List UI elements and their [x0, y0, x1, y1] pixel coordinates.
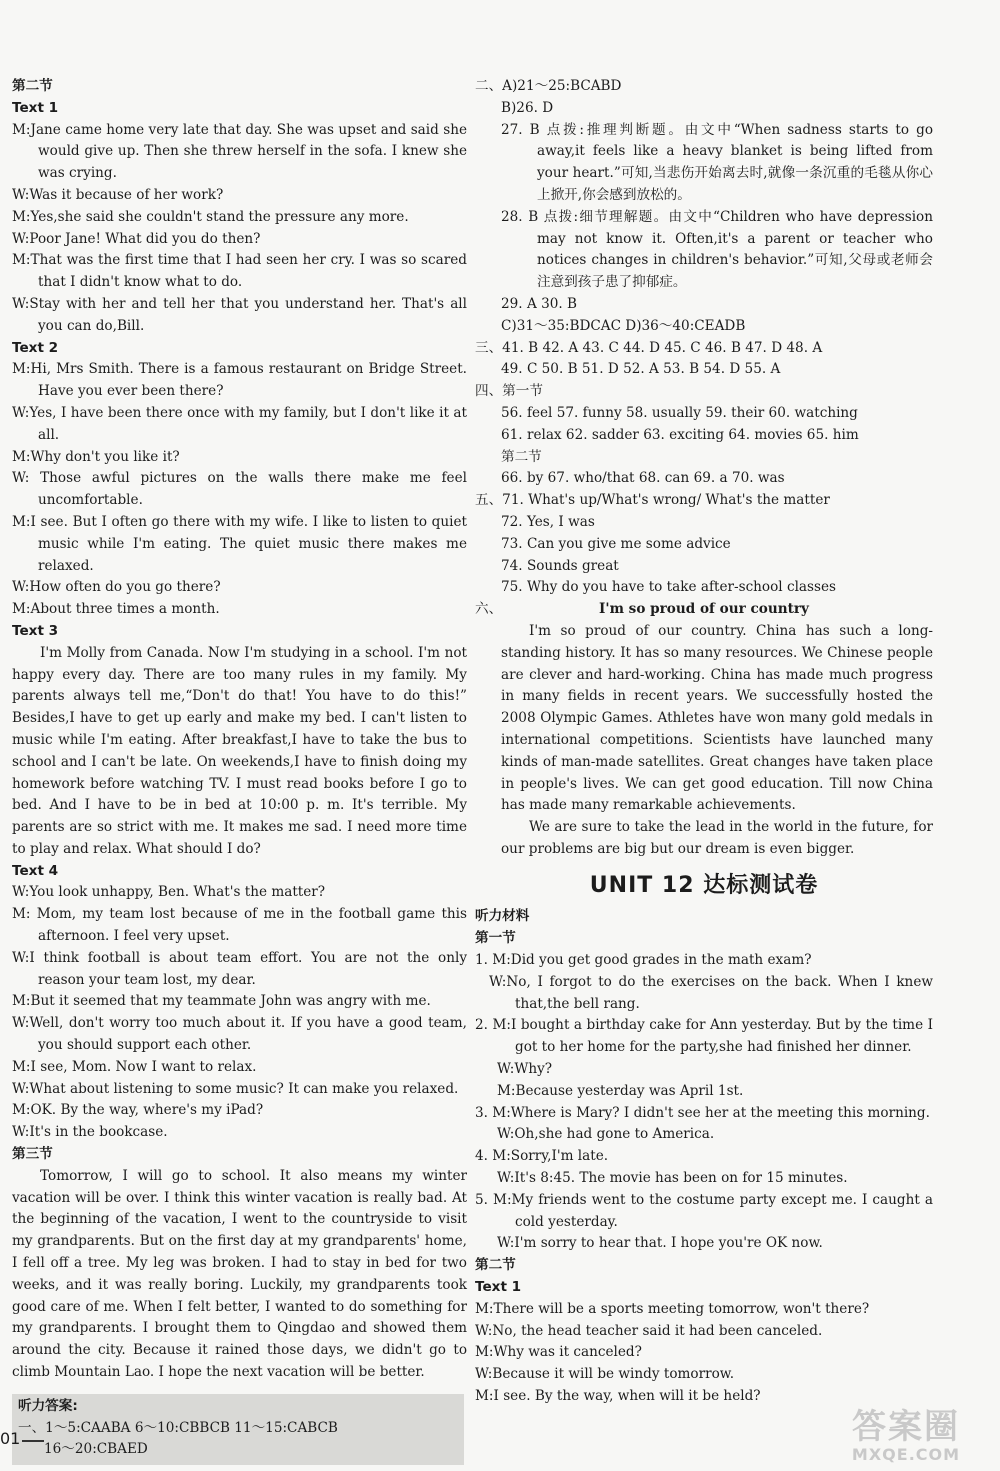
essay-paragraph: I'm so proud of our country. China has such a long-standing history. It has so many resources. We Chinese people are clever and hard-working. China has made much progress in many fields in recent years. We successfully hosted the 2008 Olympic Games. Athletes have won many gold medals in international competitions. Scientists have launched many kinds of man-made satellites. Great changes have taken place in people's lives. We can get good education. Till now China has made many remarkable achievements.	[501, 622, 933, 814]
dialogue-line: M:Why was it canceled?	[475, 1344, 642, 1361]
dialogue-line: 5. M:My friends went to the costume party except me. I caught a cold yesterday.	[475, 1191, 933, 1230]
dialogue-line: M:That was the first time that I had seen her cry. I was so scared that I didn't know what to do.	[12, 252, 467, 291]
dialogue-line: M:About three times a month.	[12, 601, 220, 618]
answer-line: 三、41. B 42. A 43. C 44. D 45. C 46. B 47. D 48. A	[475, 339, 823, 356]
dialogue-line: W:I think football is about team effort. You are not the only reason your team lost, my dear.	[12, 949, 467, 988]
dialogue-line: M:Jane came home very late that day. She was upset and said she would give up. Then she threw herself in the sofa. I knew she was crying.	[12, 121, 467, 182]
answer-line: C)31～35:BDCAC D)36～40:CEADB	[501, 317, 746, 334]
section-2-heading-right: 第二节	[475, 1257, 516, 1274]
answer-28: 28. B 点拨:细节理解题。由文中“Children who have depression may not know it. Often,it's a parent or teacher who notices changes in children's behavior.”可知,父母或老师会注意到孩子患了抑郁症。	[501, 208, 933, 291]
dialogue-line: W:What about listening to some music? It can make you relaxed.	[12, 1080, 459, 1097]
listening-answers-line: 一、1～5:CAABA 6～10:CBBCB 11～15:CABCB	[18, 1419, 338, 1436]
dialogue-line: M:OK. By the way, where's my iPad?	[12, 1102, 264, 1119]
watermark-text: 答案圈	[852, 1407, 960, 1447]
dialogue-line: 3. M:Where is Mary? I didn't see her at the meeting this morning.	[475, 1104, 930, 1121]
dialogue-line: M:Because yesterday was April 1st.	[497, 1082, 744, 1099]
page-number: 01	[0, 1429, 21, 1448]
answer-27: 27. B 点拨:推理判断题。由文中“When sadness starts to go away,it feels like a heavy blanket is being lifted from your heart.”可知,当悲伤开始离去时,就像一条沉重的毛毯从你心上掀开,你会感到放松的。	[501, 121, 933, 203]
dialogue-line: W:It's in the bookcase.	[12, 1124, 168, 1141]
section-1-heading: 第一节	[475, 930, 516, 947]
text-1-heading-right: Text 1	[475, 1279, 522, 1296]
dialogue-line: W:Poor Jane! What did you do then?	[12, 230, 261, 247]
essay-title-row	[475, 599, 933, 621]
answer-line: 49. C 50. B 51. D 52. A 53. B 54. D 55. A	[501, 361, 781, 378]
answer-line: 73. Can you give me some advice	[501, 535, 731, 552]
answer-line: 72. Yes, I was	[501, 513, 595, 530]
dialogue-line: W:Well, don't worry too much about it. If you have a good team, you should support each other.	[12, 1015, 467, 1054]
dialogue-line: W:You look unhappy, Ben. What's the matter?	[12, 884, 326, 901]
text-1-heading: Text 1	[12, 99, 59, 116]
text-4-heading: Text 4	[12, 862, 59, 879]
dialogue-line: M:Why don't you like it?	[12, 448, 180, 465]
dialogue-line: M: Mom, my team lost because of me in the football game this afternoon. I feel very upset.	[12, 906, 467, 945]
listening-answers-line: 16～20:CBAED	[44, 1441, 148, 1458]
dialogue-line: W:Stay with her and tell her that you understand her. That's all you can do,Bill.	[12, 295, 467, 334]
left-column	[12, 76, 467, 1465]
dialogue-line: M:There will be a sports meeting tomorrow, won't there?	[475, 1300, 870, 1317]
dialogue-line: 2. M:I bought a birthday cake for Ann yesterday. But by the time I got to her home for the party,she had finished her dinner.	[475, 1017, 933, 1056]
dialogue-line: W:How often do you go there?	[12, 579, 221, 596]
answer-line: 61. relax 62. sadder 63. exciting 64. movies 65. him	[501, 426, 859, 443]
dialogue-line: W:Yes, I have been there once with my family, but I don't like it at all.	[12, 404, 467, 443]
dialogue-line: M:Hi, Mrs Smith. There is a famous restaurant on Bridge Street. Have you ever been there?	[12, 361, 467, 400]
page-number-rule	[22, 1440, 44, 1442]
answer-line: 29. A 30. B	[501, 295, 578, 312]
answer-section-heading: 第二节	[501, 448, 542, 465]
answer-line: 74. Sounds great	[501, 557, 619, 574]
section-3-passage: Tomorrow, I will go to school. It also means my winter vacation will be over. I think this winter vacation is really bad. At the beginning of the vacation, I went to the countryside to visit my grandparents. But on the first day at my grandparents' home, I fell off a tree. My leg was broken. I had to stay in bed for two weeks, and it was really boring. Luckily, my grandparents took good care of me. When I felt better, I wanted to do something for my grandparents. I brought them to Qingdao and showed them around the city. Because it rained those days, we didn't go to climb Mountain Lao. I hope the next vacation will be better.	[12, 1167, 467, 1381]
dialogue-line: M:But it seemed that my teammate John was angry with me.	[12, 993, 431, 1010]
right-column	[475, 76, 933, 1408]
text-3-passage: I'm Molly from Canada. Now I'm studying in a school. I'm not happy every day. There are too many rules in my family. My parents always tell me,“Don't do that! You have to do this!” Besides,I have to get up early and make my bed. I can't listen to music while I'm eating. After breakfast,I have to take the bus to school and I can't be late. On weekends,I have to finish doing my homework before watching TV. I must read books before I go to bed. And I have to be in bed at 10:00 p. m. It's terrible. My parents are so strict with me. It makes me sad. I need more time to play and relax. What should I do?	[12, 644, 467, 857]
answer-section-heading: 四、第一节	[475, 383, 543, 400]
text-3-heading: Text 3	[12, 622, 59, 639]
dialogue-line: M:I see. By the way, when will it be held?	[475, 1388, 761, 1405]
answer-line: 66. by 67. who/that 68. can 69. a 70. was	[501, 470, 785, 487]
dialogue-line: M:I see. But I often go there with my wife. I like to listen to quiet music while I'm eating. The quiet music there makes me relaxed.	[12, 513, 467, 574]
answer-line: 二、A)21～25:BCABD	[475, 78, 622, 94]
dialogue-line: W:Oh,she had gone to America.	[497, 1126, 715, 1143]
dialogue-line: W:I'm sorry to hear that. I hope you're OK now.	[497, 1235, 823, 1252]
listening-material-heading: 听力材料	[475, 908, 530, 925]
dialogue-line: W:No, I forgot to do the exercises on the back. When I knew that,the bell rang.	[489, 973, 933, 1012]
dialogue-line: W:Why?	[497, 1061, 553, 1078]
watermark-logo	[820, 1408, 992, 1466]
dialogue-line: 4. M:Sorry,I'm late.	[475, 1148, 609, 1165]
answer-line: B)26. D	[501, 99, 554, 116]
answer-line: 五、71. What's up/What's wrong/ What's the matter	[475, 492, 830, 509]
answer-line: 56. feel 57. funny 58. usually 59. their 60. watching	[501, 404, 858, 421]
dialogue-line: M:Yes,she said she couldn't stand the pressure any more.	[12, 208, 409, 225]
essay-paragraph: We are sure to take the lead in the world in the future, for our problems are big but our dream is even bigger.	[501, 819, 933, 857]
listening-answers-heading: 听力答案:	[18, 1397, 78, 1414]
dialogue-line: W:It's 8:45. The movie has been on for 15 minutes.	[497, 1170, 848, 1187]
dialogue-line: 1. M:Did you get good grades in the math exam?	[475, 952, 812, 969]
dialogue-line: W: Those awful pictures on the walls there make me feel uncomfortable.	[12, 470, 467, 509]
essay-title: I'm so proud of our country	[599, 601, 809, 618]
watermark-url: MXQE.COM	[851, 1445, 961, 1464]
unit-title: UNIT 12 达标测试卷	[589, 872, 819, 898]
dialogue-line: M:I see, Mom. Now I want to relax.	[12, 1058, 257, 1075]
section-3-heading: 第三节	[12, 1146, 53, 1163]
answer-line: 75. Why do you have to take after-school classes	[501, 579, 837, 596]
dialogue-line: W:No, the head teacher said it had been canceled.	[475, 1322, 823, 1339]
listening-answers-box	[12, 1394, 464, 1465]
text-2-heading: Text 2	[12, 339, 59, 356]
dialogue-line: W:Was it because of her work?	[12, 186, 224, 203]
section-6-label: 六、	[475, 601, 503, 618]
dialogue-line: W:Because it will be windy tomorrow.	[475, 1366, 735, 1383]
section-2-heading: 第二节	[12, 78, 53, 94]
